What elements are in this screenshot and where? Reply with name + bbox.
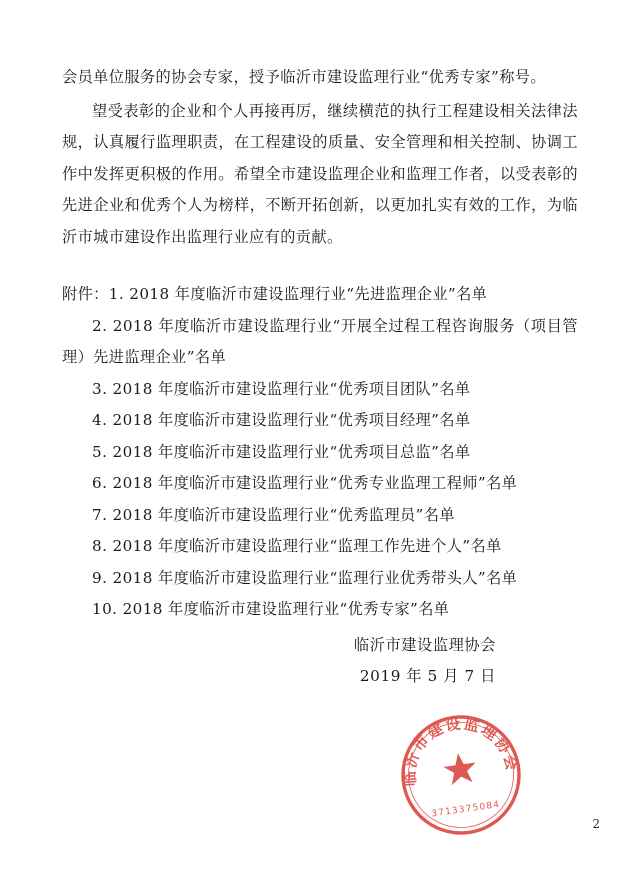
- attachment-item-10: 10. 2018 年度临沂市建设监理行业“优秀专家”名单: [92, 600, 450, 618]
- signature-block: [62, 630, 578, 693]
- attachment-item-7: 7. 2018 年度临沂市建设监理行业“优秀监理员”名单: [92, 505, 455, 524]
- attachment-text-1: 1. 2018 年度临沂市建设监理行业“先进监理企业”名单: [108, 285, 488, 303]
- attachment-item-5: 5. 2018 年度临沂市建设监理行业“优秀项目总监”名单: [92, 442, 471, 461]
- attachment-item-3: 3. 2018 年度临沂市建设监理行业“优秀项目团队”名单: [92, 379, 471, 398]
- attachment-item-6: 6. 2018 年度临沂市建设监理行业“优秀专业监理工程师”名单: [92, 474, 518, 492]
- attachments-label: 附件：: [62, 285, 109, 303]
- attachment-item-4: 4. 2018 年度临沂市建设监理行业“优秀项目经理”名单: [92, 411, 471, 429]
- paragraph-2: 望受表彰的企业和个人再接再厉，继续横范的执行工程建设相关法律法规，认真履行监理职责，在工程建设的质量、安全管理和相关控制、协调工作中发挥更积极的作用。希望全市建设监理企业和监理工作者，以受表彰的先进企业和优秀个人为榜样，不断开拓创新，以更加扎实有效的工作，为临沂市城市建设作出监理行业应有的贡献。: [62, 101, 578, 246]
- signature-organization: 临沂市建设监理协会: [353, 635, 496, 654]
- signature-date: 2019 年 5 月 7 日: [359, 667, 496, 685]
- page-number: 2: [592, 817, 600, 831]
- attachment-item-1: [62, 279, 578, 311]
- paragraph-1: 会员单位服务的协会专家，授予临沂市建设监理行业“优秀专家”称号。: [62, 68, 546, 86]
- attachment-item-8: 8. 2018 年度临沂市建设监理行业“监理工作先进个人”名单: [92, 537, 502, 555]
- attachment-item-2: 2. 2018 年度临沂市建设监理行业“开展全过程工程咨询服务（项目管理）先进监理企业”名单: [62, 316, 578, 366]
- svg-text:3713375084: 3713375084: [430, 799, 501, 820]
- attachment-item-9: 9. 2018 年度临沂市建设监理行业“监理行业优秀带头人”名单: [92, 568, 518, 587]
- official-seal-stamp: [398, 712, 524, 838]
- attachments-section: [62, 279, 578, 626]
- svg-text:临沂市建设监理协会: 临沂市建设监理协会: [400, 714, 522, 787]
